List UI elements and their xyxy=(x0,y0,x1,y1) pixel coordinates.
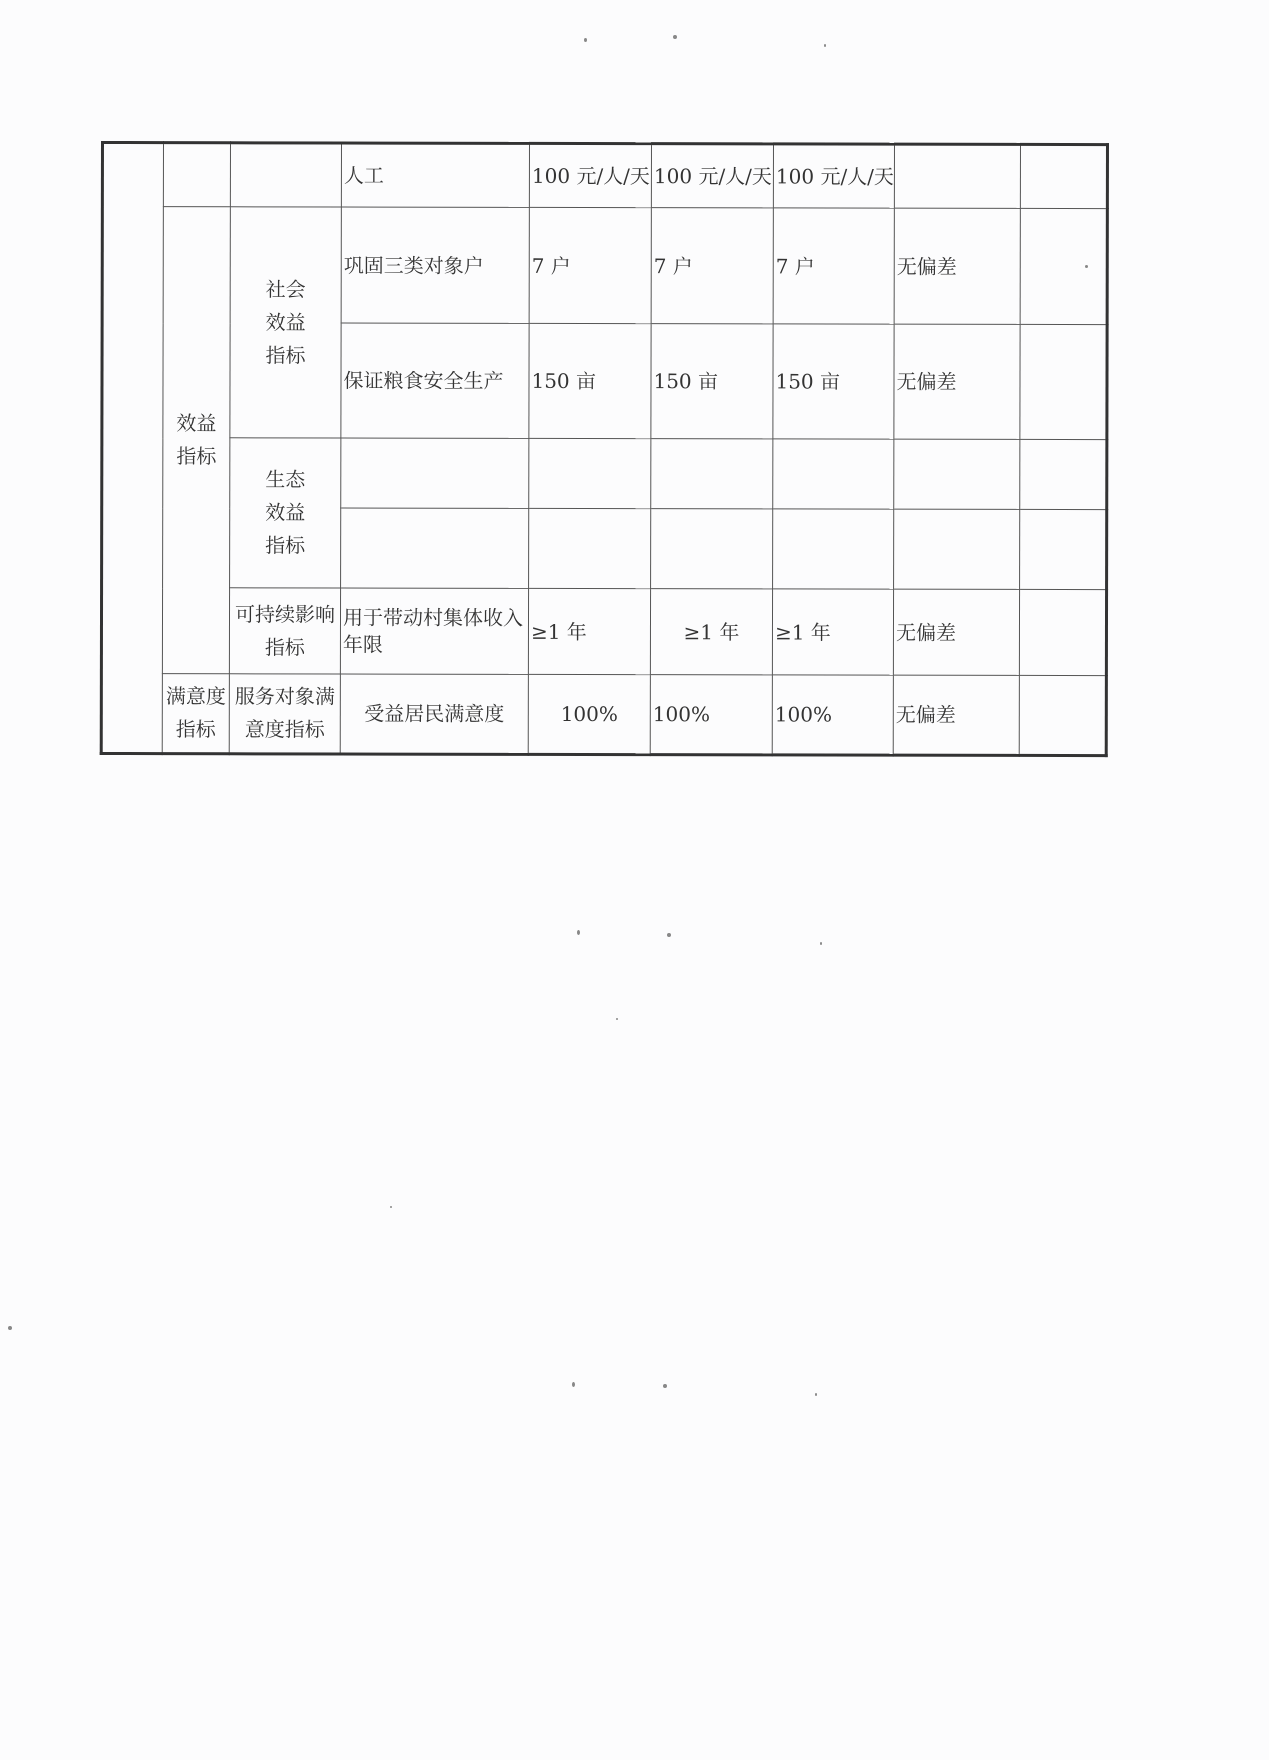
deviation-cell xyxy=(894,144,1020,208)
blank-level0-cell xyxy=(101,143,163,754)
scan-speck xyxy=(667,933,671,937)
actual-value: ≥1 年 xyxy=(650,589,772,675)
actual-value: 150 亩 xyxy=(651,324,773,439)
blank-cell xyxy=(1020,208,1107,324)
scan-speck xyxy=(1085,265,1088,268)
deviation-cell: 无偏差 xyxy=(893,675,1019,755)
table-row-labor xyxy=(102,143,1107,209)
deviation-cell: 无偏差 xyxy=(893,589,1019,675)
complete-value: 150 亩 xyxy=(773,324,894,439)
blank-cell xyxy=(529,438,651,508)
indicator-item: 巩固三类对象户 xyxy=(341,207,529,323)
scan-speck xyxy=(820,942,822,945)
scan-speck xyxy=(390,1206,392,1208)
complete-value: 100 元/人/天 xyxy=(773,144,894,208)
scan-speck xyxy=(815,1393,817,1396)
performance-indicator-table xyxy=(100,141,1109,757)
social-benefit-label: 社会 效益 指标 xyxy=(230,207,341,438)
complete-value: 7 户 xyxy=(773,208,894,324)
target-value: ≥1 年 xyxy=(528,588,650,674)
eco-benefit-label: 生态 效益 指标 xyxy=(230,438,341,588)
indicator-item: 用于带动村集体收入年限 xyxy=(340,588,528,674)
blank-cell xyxy=(1020,439,1107,509)
blank-cell xyxy=(1020,144,1107,208)
blank-cell xyxy=(1019,589,1106,675)
actual-value: 100% xyxy=(650,675,772,755)
satisfaction-level1-label: 满意度 指标 xyxy=(162,674,229,754)
scan-speck xyxy=(584,38,587,42)
blank-cell xyxy=(341,508,529,588)
sustain-label: 可持续影响 指标 xyxy=(229,588,340,674)
deviation-cell: 无偏差 xyxy=(894,324,1020,439)
table-row-eco-1 xyxy=(102,438,1107,510)
actual-value: 7 户 xyxy=(651,208,773,324)
scan-speck xyxy=(824,44,826,47)
table-row-social-1 xyxy=(102,207,1107,325)
blank-cell xyxy=(529,508,651,588)
actual-value: 100 元/人/天 xyxy=(651,144,773,208)
blank-cell xyxy=(230,143,341,207)
level1-benefit-label: 效益指标 xyxy=(162,207,230,674)
deviation-cell: 无偏差 xyxy=(894,208,1020,324)
blank-cell xyxy=(1020,509,1107,589)
indicator-item: 人工 xyxy=(341,143,529,207)
blank-cell xyxy=(651,439,773,509)
target-value: 100 元/人/天 xyxy=(529,143,651,207)
blank-cell xyxy=(651,509,773,589)
blank-cell xyxy=(1019,675,1106,755)
blank-cell xyxy=(773,439,894,509)
scan-speck xyxy=(673,35,677,39)
blank-cell xyxy=(163,143,230,207)
blank-cell xyxy=(773,509,894,589)
target-value: 150 亩 xyxy=(529,323,651,438)
scan-speck xyxy=(8,1326,12,1330)
blank-cell xyxy=(894,509,1020,589)
table-row-sustain xyxy=(101,588,1106,676)
scan-speck xyxy=(616,1018,618,1020)
scan-speck xyxy=(663,1384,667,1388)
scan-speck xyxy=(572,1382,575,1387)
indicator-item: 保证粮食安全生产 xyxy=(341,323,529,438)
blank-cell xyxy=(894,439,1020,509)
indicator-item: 受益居民满意度 xyxy=(340,674,528,754)
blank-cell xyxy=(341,438,529,508)
table-row-satisfaction xyxy=(101,674,1106,756)
scan-speck xyxy=(577,930,580,935)
target-value: 100% xyxy=(528,674,650,754)
satisfaction-level2-label: 服务对象满 意度指标 xyxy=(229,674,340,754)
complete-value: 100% xyxy=(772,675,893,755)
blank-cell xyxy=(1020,324,1107,439)
complete-value: ≥1 年 xyxy=(772,589,893,675)
target-value: 7 户 xyxy=(529,207,651,323)
